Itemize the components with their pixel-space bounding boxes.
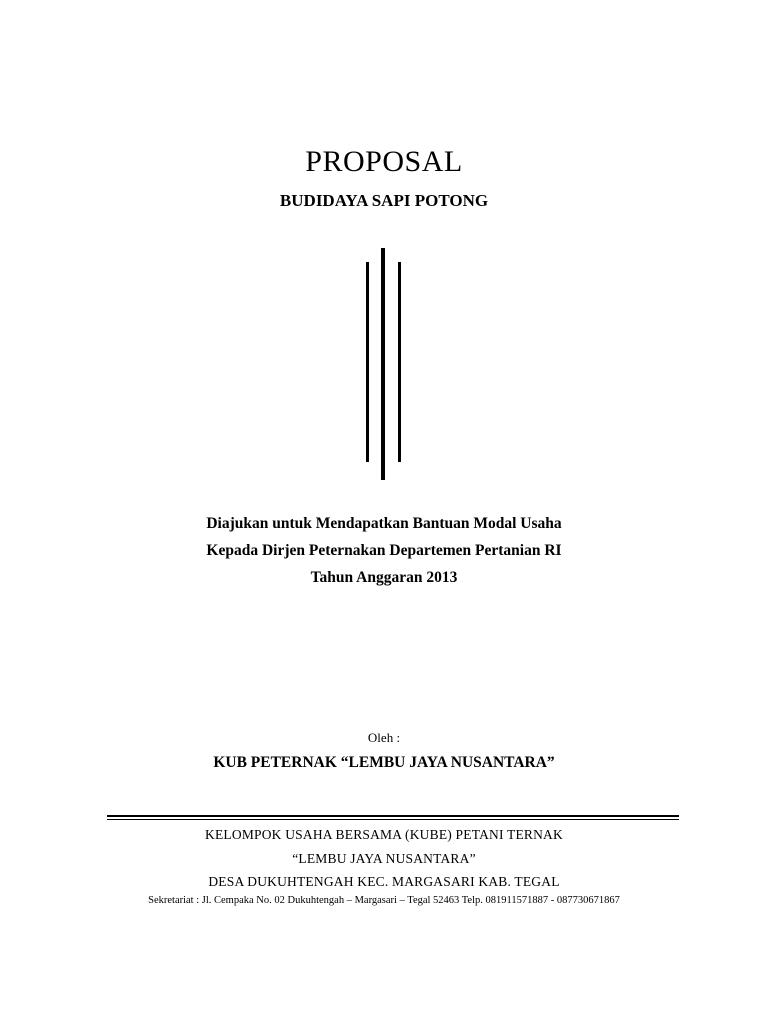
purpose-line-3: Tahun Anggaran 2013: [310, 569, 458, 586]
footer-line-2: “LEMBU JAYA NUSANTARA”: [292, 851, 476, 866]
bar-center: [381, 248, 385, 480]
footer-line-1: KELOMPOK USAHA BERSAMA (KUBE) PETANI TERNAK: [205, 827, 563, 842]
footer-divider-thick: [107, 815, 679, 817]
bar-left: [366, 262, 369, 462]
decorative-vertical-bars: [360, 248, 410, 480]
footer-divider-thin: [107, 819, 679, 820]
document-subtitle: BUDIDAYA SAPI POTONG: [279, 191, 489, 210]
footer-address: Sekretariat : Jl. Cempaka No. 02 Dukuhtengah – Margasari – Tegal 52463 Telp. 081911571887 - 087730671867: [148, 895, 620, 906]
document-title: PROPOSAL: [305, 145, 463, 178]
bar-right: [398, 262, 401, 462]
by-label: Oleh :: [367, 730, 401, 745]
footer-line-3: DESA DUKUHTENGAH KEC. MARGASARI KAB. TEGAL: [208, 874, 560, 889]
purpose-line-1: Diajukan untuk Mendapatkan Bantuan Modal Usaha: [206, 515, 562, 532]
organization-name: KUB PETERNAK “LEMBU JAYA NUSANTARA”: [213, 754, 555, 771]
purpose-line-2: Kepada Dirjen Peternakan Departemen Pertanian RI: [206, 542, 562, 559]
